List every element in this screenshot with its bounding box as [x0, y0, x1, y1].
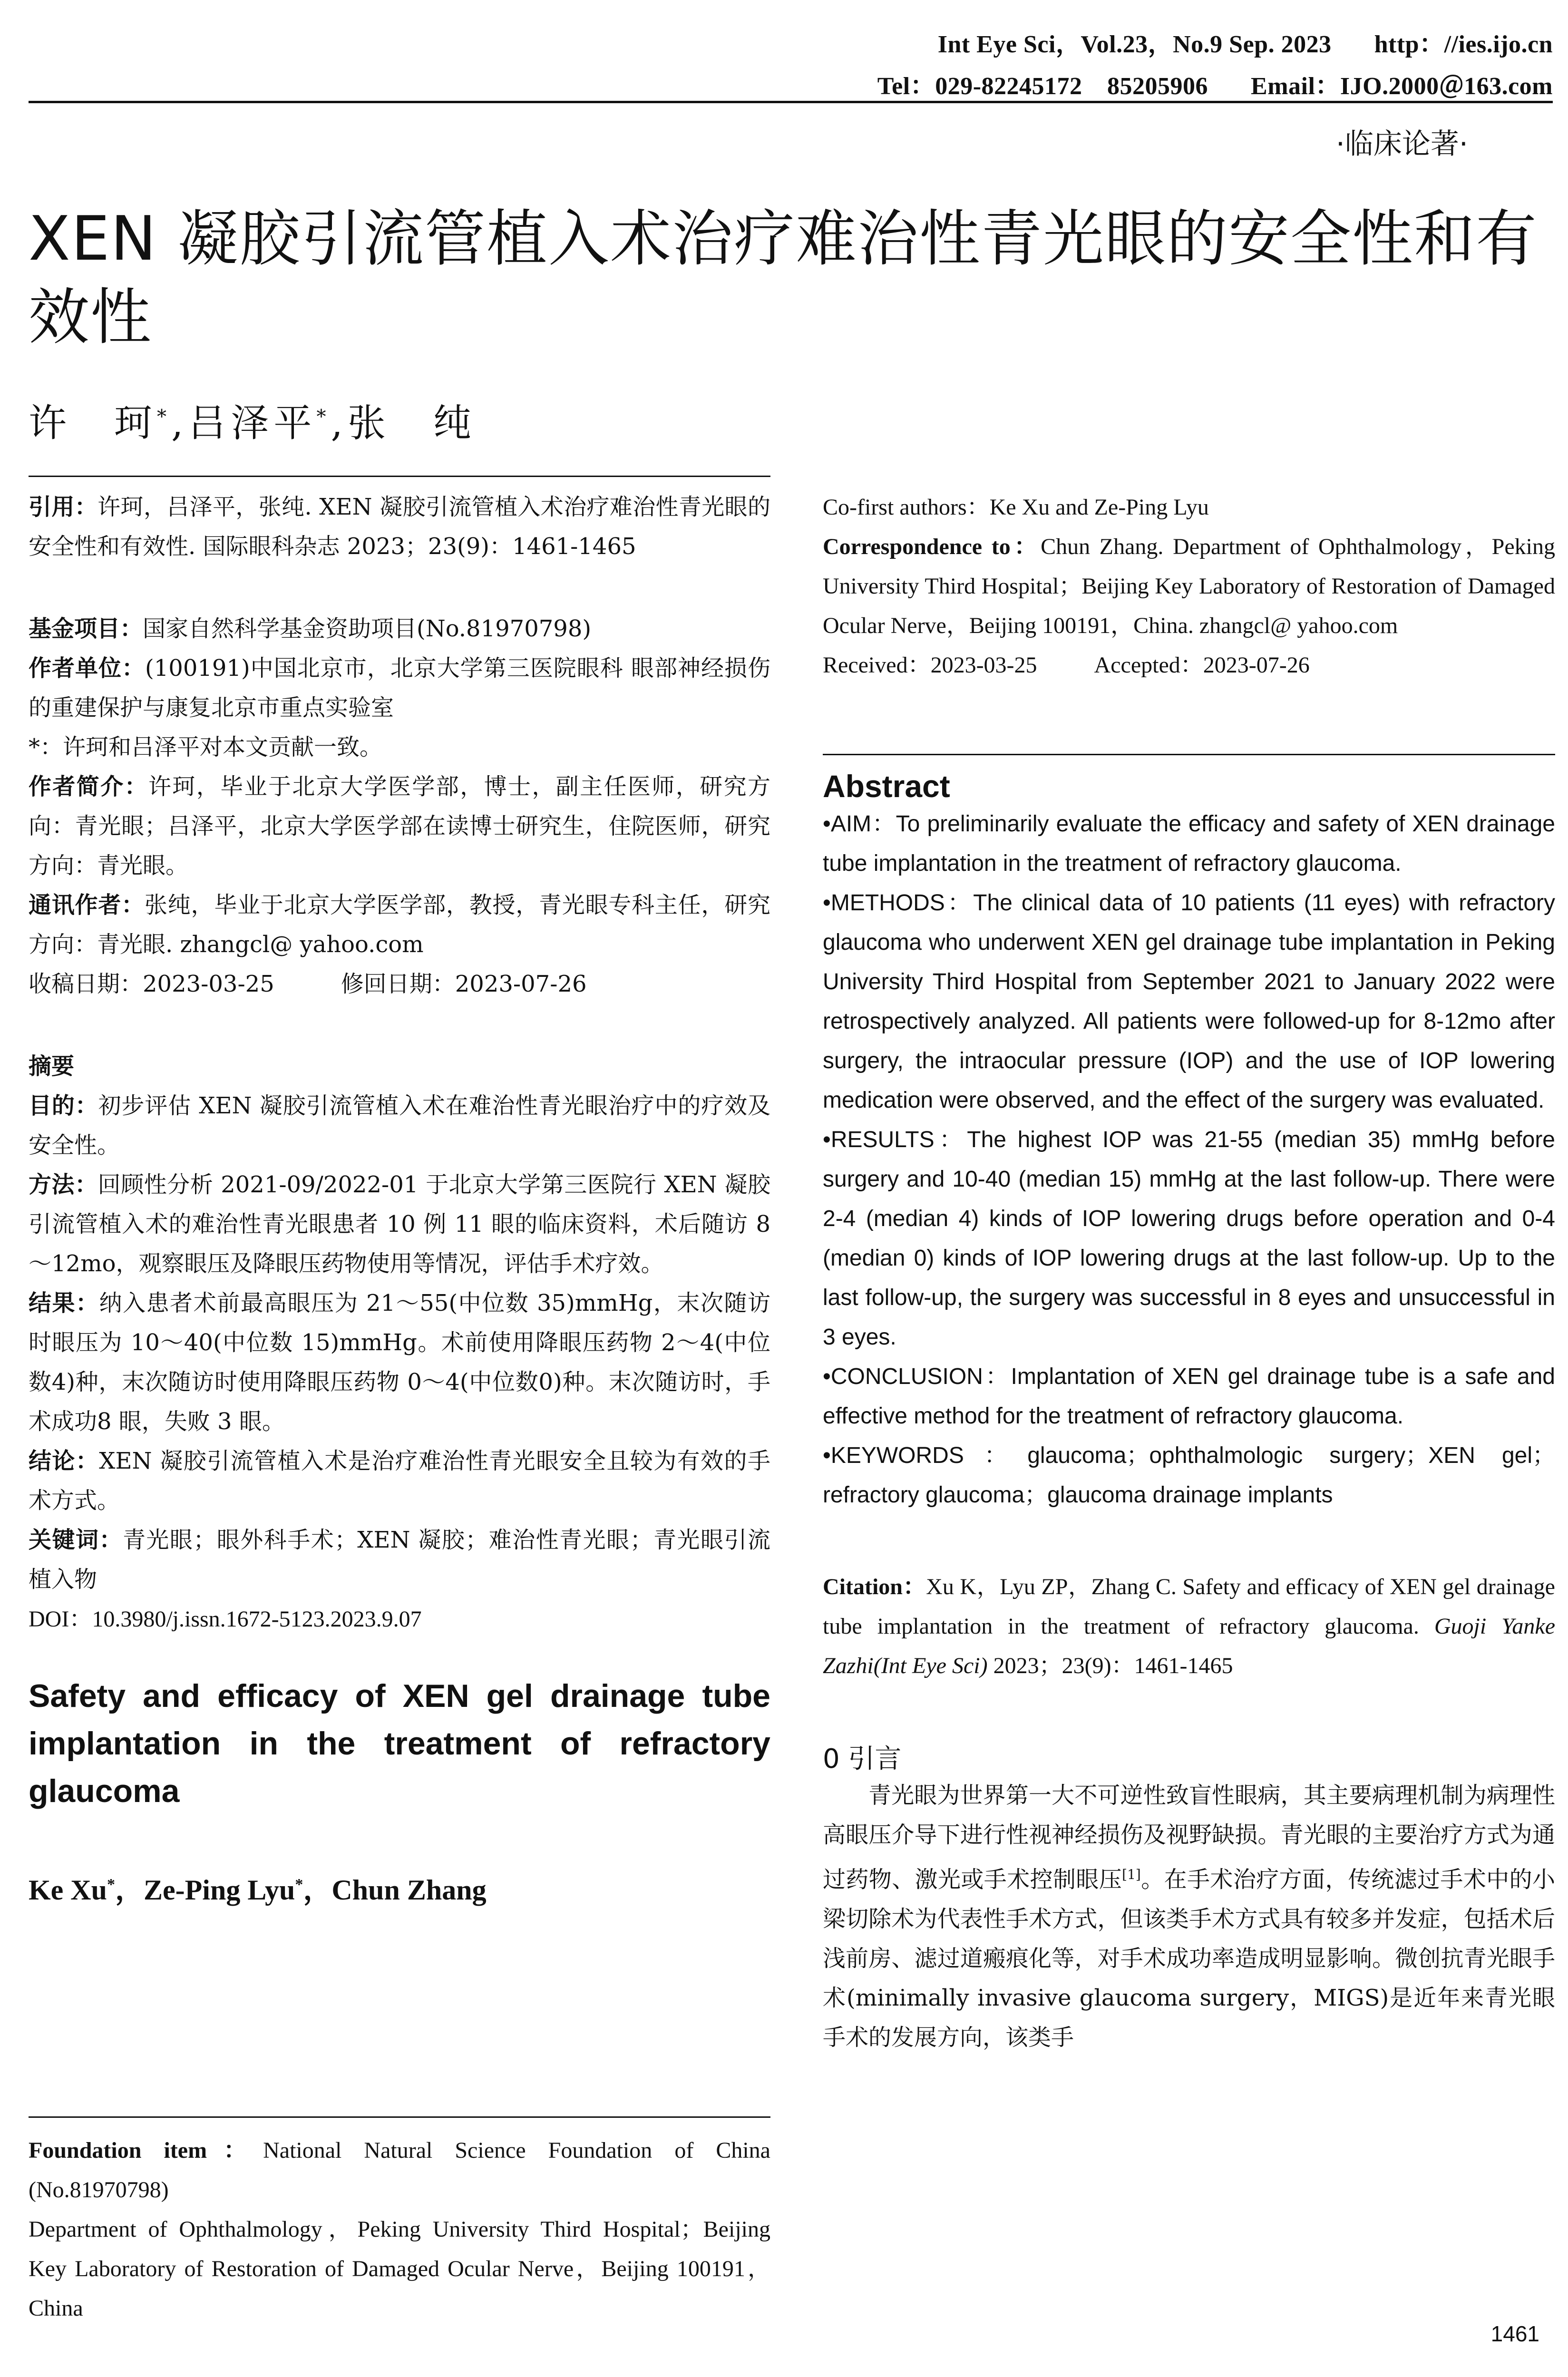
bio-cn-text: 许珂，毕业于北京大学医学部，博士，副主任医师，研究方向：青光眼；吕泽平，北京大学医学部在读博士研究生，住院医师，研究方向：青光眼。 [29, 773, 770, 879]
abstract-en-heading: Abstract [823, 769, 950, 804]
bullet-icon: • [823, 1364, 831, 1389]
methods-en-text: The clinical data of 10 patients (11 eyes) with refractory glaucoma who underwent XEN gel drainage tube implantation in Peking University Third Hospital from September 2021 to January 2022 were retrospectively analyzed. All patients were followed-up for 8-12mo after surgery, the intraocular pressure (IOP) and the use of IOP lowering medication were observed, and the effect of the surgery was evaluated. [823, 890, 1555, 1113]
abstract-rule [823, 754, 1555, 755]
results-en-label: RESULTS： [830, 1127, 967, 1152]
keywords-cn-text: 青光眼；眼外科手术；XEN 凝胶；难治性青光眼；青光眼引流植入物 [29, 1527, 770, 1593]
section-tag: ·临床论著· [1335, 127, 1468, 161]
unit-cn [29, 649, 770, 728]
bullet-icon: • [823, 1127, 831, 1152]
aim-cn [29, 1086, 770, 1165]
foundation-en-label: Foundation item： [29, 2138, 263, 2163]
correspondence-en-label: Correspondence to： [823, 534, 1041, 559]
abstract-en [823, 768, 1555, 2057]
author-en-1: Ke Xu [29, 1874, 107, 1906]
authors-en: Ke Xu*，Ze-Ping Lyu*，Chun Zhang [29, 1874, 487, 1906]
bullet-icon: • [823, 890, 831, 916]
left-foundation [29, 2131, 770, 2328]
author-en-3: Chun Zhang [331, 1874, 487, 1906]
corr-cn [29, 886, 770, 964]
received-en: Received：2023-03-25 [823, 653, 1037, 678]
citation-en-tail: 2023；23(9)：1461-1465 [993, 1653, 1233, 1678]
results-cn [29, 1284, 770, 1442]
running-header-contact [877, 66, 1553, 101]
journal-tel: Tel：029-82245172 85205906 [877, 73, 1208, 100]
methods-cn [29, 1165, 770, 1284]
aim-en-text: To preliminarily evaluate the efficacy and safety of XEN drainage tube implantation in the treatment of refractory glaucoma. [823, 811, 1556, 876]
keywords-en-label: KEYWORDS： [830, 1443, 1028, 1468]
author-rule [29, 476, 770, 477]
foundation-en [29, 2131, 770, 2210]
en-author-rule [29, 2116, 770, 2118]
page-number: 1461 [1490, 2321, 1539, 2346]
fund-cn-label: 基金项目： [29, 615, 143, 642]
article-title-en: Safety and efficacy of XEN gel drainage tube implantation in the treatment of refractory glaucoma [29, 1678, 770, 1809]
results-en [823, 1120, 1555, 1357]
bio-cn-label: 作者简介： [29, 773, 148, 800]
methods-en [823, 883, 1555, 1120]
fund-cn-text: 国家自然科学基金资助项目(No.81970798) [143, 615, 592, 642]
accepted-en: Accepted：2023-07-26 [1094, 653, 1310, 678]
citation-cn-label: 引用： [29, 494, 98, 520]
conclusion-cn-label: 结论： [29, 1448, 99, 1474]
author-sep: , [331, 401, 348, 445]
left-column [29, 487, 770, 1908]
citation-en-label: Citation： [823, 1574, 926, 1599]
methods-en-label: METHODS： [830, 890, 974, 916]
doi[interactable]: DOI：10.3980/j.issn.1672-5123.2023.9.07 [29, 1607, 422, 1632]
unit-cn-text: (100191)中国北京市，北京大学第三医院眼科 眼部神经损伤的重建保护与康复北京市重点实验室 [29, 655, 770, 721]
conclusion-cn [29, 1442, 770, 1520]
running-header-journal [938, 24, 1553, 59]
author-en-1-mark: * [107, 1876, 115, 1893]
journal-url[interactable]: http：//ies.ijo.cn [1374, 31, 1553, 58]
aim-cn-label: 目的： [29, 1092, 98, 1119]
citation-en-journal: Guoji Yanke Zazhi(Int Eye Sci) [823, 1614, 1556, 1678]
author-en-2: Ze-Ping Lyu [144, 1874, 295, 1906]
article-title-cn: XEN 凝胶引流管植入术治疗难治性青光眼的安全性和有效性 [29, 204, 1538, 353]
cofirst-authors: Co-first authors：Ke Xu and Ze-Ping Lyu [823, 495, 1209, 520]
bio-cn [29, 767, 770, 886]
conclusion-cn-text: XEN 凝胶引流管植入术是治疗难治性青光眼安全且较为有效的手术方式。 [29, 1448, 770, 1514]
citation-en-text: Xu K，Lyu ZP，Zhang C. Safety and efficacy of XEN gel drainage tube implantation in the treatment of refractory glaucoma. [823, 1574, 1555, 1639]
foundation-en-text: National Natural Science Foundation of China (No.81970798) [29, 2138, 770, 2202]
dates-en [823, 645, 1555, 685]
author-cn-2-mark: * [316, 406, 331, 428]
equal-contribution-note: *：许珂和吕泽平对本文贡献一致。 [29, 734, 383, 760]
conclusion-en [823, 1357, 1555, 1436]
author-cn-2: 吕泽平 [188, 401, 317, 445]
department-en: Department of Ophthalmology，Peking University Third Hospital；Beijing Key Laboratory of Restoration of Damaged Ocular Nerve，Beijing 100191，China [29, 2217, 770, 2321]
author-en-2-mark: * [295, 1876, 303, 1893]
author-cn-1-mark: * [157, 406, 171, 428]
header-rule [29, 101, 1553, 103]
correspondence-en [823, 527, 1555, 645]
citation-cn-text: 许珂，吕泽平，张纯. XEN 凝胶引流管植入术治疗难治性青光眼的安全性和有效性. 国际眼科杂志 2023；23(9)：1461-1465 [29, 494, 770, 560]
bullet-icon: • [823, 1443, 831, 1468]
conclusion-en-text: Implantation of XEN gel drainage tube is a safe and effective method for the treatment of refractory glaucoma. [823, 1364, 1555, 1429]
abstract-cn-heading: 摘要 [29, 1053, 75, 1080]
results-cn-label: 结果： [29, 1290, 99, 1316]
correspondence-en-text: Chun Zhang. Department of Ophthalmology，Peking University Third Hospital；Beijing Key Laboratory of Restoration of Damaged Ocular Nerve，Beijing 100191，China. zhangcl@ yahoo.com [823, 534, 1555, 638]
keywords-en-text: glaucoma；ophthalmologic surgery；XEN gel；refractory glaucoma；glaucoma drainage implants [823, 1443, 1555, 1508]
aim-en [823, 804, 1555, 883]
keywords-en [823, 1436, 1555, 1515]
journal-citation: Int Eye Sci，Vol.23，No.9 Sep. 2023 [937, 31, 1332, 58]
authors-cn [29, 392, 476, 447]
aim-en-label: AIM： [830, 811, 896, 837]
methods-cn-label: 方法： [29, 1171, 98, 1198]
results-cn-text: 纳入患者术前最高眼压为 21～55(中位数 35)mmHg，末次随访时眼压为 10～40(中位数 15)mmHg。术前使用降眼压药物 2～4(中位数4)种，末次随访时使用降眼压药物 0～4(中位数0)种。末次随访时，手术成功8 眼，失败 3 眼。 [29, 1290, 770, 1435]
intro-ref[interactable]: [1] [1122, 1867, 1141, 1882]
revised-cn: 修回日期：2023-07-26 [341, 971, 587, 997]
fund-cn [29, 609, 770, 649]
intro-text: 青光眼为世界第一大不可逆性致盲性眼病，其主要病理机制为病理性高眼压介导下进行性视神经损伤及视野缺损。青光眼的主要治疗方式为通过药物、激光或手术控制眼压 [823, 1782, 1555, 1893]
intro-text-2: 。在手术治疗方面，传统滤过手术中的小梁切除术为代表性手术方式，但该类手术方式具有较多并发症，包括术后浅前房、滤过道瘢痕化等，对手术成功率造成明显影响。微创抗青光眼手术(minimally invasive glaucoma surgery，MIGS)是近年来青光眼手术的发展方向，该类手 [823, 1866, 1555, 2051]
results-en-text: The highest IOP was 21-55 (median 35) mmHg before surgery and 10-40 (median 15) mmHg at the last follow-up. There were 2-4 (median 4) kinds of IOP lowering drugs before operation and 0-4 (median 0) kinds of IOP lowering drugs at the last follow-up. Up to the last follow-up, the surgery was successful in 8 eyes and unsuccessful in 3 eyes. [823, 1127, 1555, 1350]
citation-en [823, 1567, 1555, 1685]
intro-paragraph [823, 1776, 1555, 2057]
author-sep: , [171, 401, 188, 445]
keywords-cn [29, 1520, 770, 1599]
right-column [823, 487, 1555, 685]
corr-cn-text: 张纯，毕业于北京大学医学部，教授，青光眼专科主任，研究方向：青光眼. zhangcl@ yahoo.com [29, 892, 770, 958]
aim-cn-text: 初步评估 XEN 凝胶引流管植入术在难治性青光眼治疗中的疗效及安全性。 [29, 1092, 770, 1159]
intro-heading: 0 引言 [823, 1744, 902, 1774]
bullet-icon: • [823, 811, 831, 837]
conclusion-en-label: CONCLUSION： [830, 1364, 1011, 1389]
unit-cn-label: 作者单位： [29, 655, 146, 682]
keywords-cn-label: 关键词： [29, 1527, 123, 1553]
author-cn-1: 许 珂 [29, 401, 157, 445]
corr-cn-label: 通讯作者： [29, 892, 145, 918]
citation-cn [29, 487, 770, 566]
dates-cn [29, 964, 770, 1004]
journal-email[interactable]: Email：IJO.2000＠163.com [1251, 73, 1553, 100]
methods-cn-text: 回顾性分析 2021-09/2022-01 于北京大学第三医院行 XEN 凝胶引流管植入术的难治性青光眼患者 10 例 11 眼的临床资料，术后随访 8～12mo，观察眼压及降眼压药物使用等情况，评估手术疗效。 [29, 1171, 770, 1277]
received-cn: 收稿日期：2023-03-25 [29, 971, 274, 997]
author-cn-3: 张 纯 [347, 401, 476, 445]
